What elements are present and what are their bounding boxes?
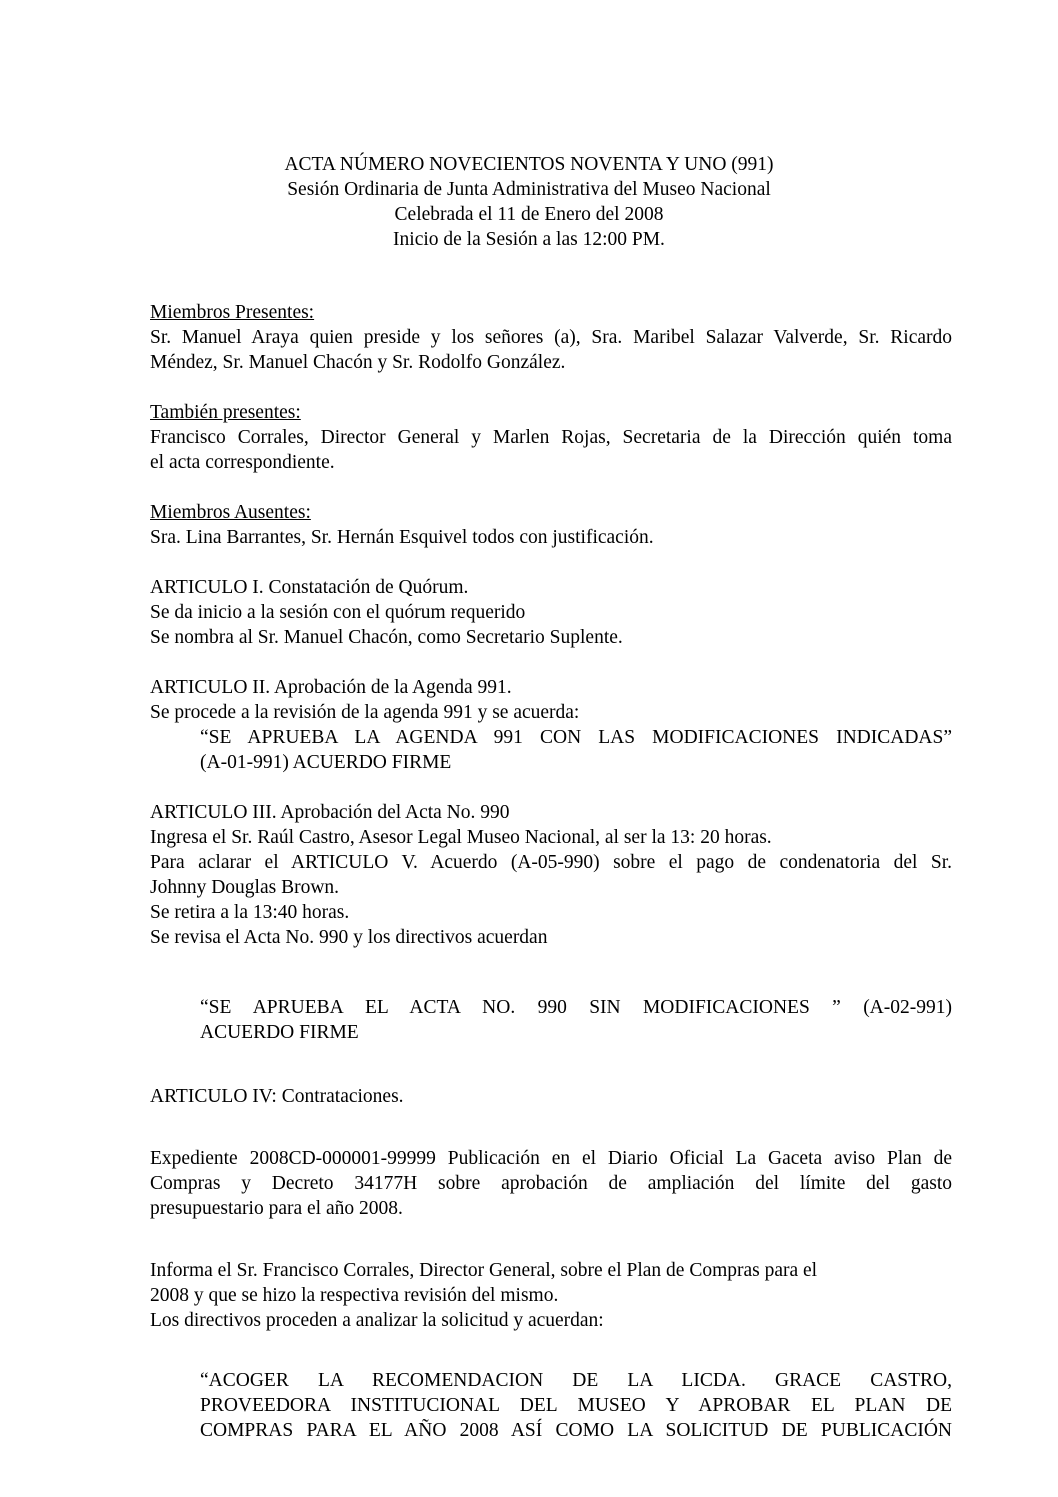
- articulo-4-agreement: COMPRAS PARA EL AÑO 2008 ASÍ COMO LA SOLICITUD DE PUBLICACIÓN: [200, 1420, 952, 1441]
- miembros-presentes-line: Méndez, Sr. Manuel Chacón y Sr. Rodolfo González.: [150, 352, 566, 373]
- tambien-presentes-heading: También presentes:: [150, 402, 301, 423]
- articulo-4-informe-line: 2008 y que se hizo la respectiva revisión del mismo.: [150, 1285, 559, 1306]
- articulo-4-expediente-line: Compras y Decreto 34177H sobre aprobación de ampliación del límite del gasto: [150, 1173, 952, 1194]
- miembros-ausentes-heading: Miembros Ausentes:: [150, 502, 311, 523]
- session-date: Celebrada el 11 de Enero del 2008: [394, 204, 664, 225]
- document-body: [150, 300, 952, 1443]
- articulo-1-line: Se nombra al Sr. Manuel Chacón, como Secretario Suplente.: [150, 627, 623, 648]
- session-start-time: Inicio de la Sesión a las 12:00 PM.: [393, 229, 665, 250]
- articulo-1-line: Se da inicio a la sesión con el quórum requerido: [150, 602, 526, 623]
- acta-title: ACTA NÚMERO NOVECIENTOS NOVENTA Y UNO (991): [284, 154, 774, 175]
- tambien-presentes-line: Francisco Corrales, Director General y Marlen Rojas, Secretaria de la Dirección quién toma: [150, 427, 952, 448]
- articulo-4-agreement: “ACOGER LA RECOMENDACION DE LA LICDA. GRACE CASTRO,: [200, 1370, 952, 1391]
- articulo-2-agreement: “SE APRUEBA LA AGENDA 991 CON LAS MODIFICACIONES INDICADAS”: [200, 727, 952, 748]
- articulo-1-heading: ARTICULO I. Constatación de Quórum.: [150, 577, 469, 598]
- articulo-4-expediente-line: presupuestario para el año 2008.: [150, 1198, 403, 1219]
- session-type: Sesión Ordinaria de Junta Administrativa del Museo Nacional: [287, 179, 771, 200]
- miembros-presentes-line: Sr. Manuel Araya quien preside y los señores (a), Sra. Maribel Salazar Valverde, Sr. Ricardo: [150, 327, 952, 348]
- articulo-4-agreement: PROVEEDORA INSTITUCIONAL DEL MUSEO Y APROBAR EL PLAN DE: [200, 1395, 952, 1416]
- articulo-3-line: Se retira a la 13:40 horas.: [150, 902, 350, 923]
- articulo-2-heading: ARTICULO II. Aprobación de la Agenda 991.: [150, 677, 512, 698]
- articulo-3-line: Johnny Douglas Brown.: [150, 877, 340, 898]
- articulo-3-line: Para aclarar el ARTICULO V. Acuerdo (A-05-990) sobre el pago de condenatoria del Sr.: [150, 852, 952, 873]
- articulo-4-expediente-line: Expediente 2008CD-000001-99999 Publicación en el Diario Oficial La Gaceta aviso Plan de: [150, 1148, 952, 1169]
- articulo-3-heading: ARTICULO III. Aprobación del Acta No. 990: [150, 802, 510, 823]
- articulo-2-agreement: (A-01-991) ACUERDO FIRME: [200, 752, 452, 773]
- articulo-4-informe-line: Los directivos proceden a analizar la solicitud y acuerdan:: [150, 1310, 604, 1331]
- miembros-ausentes-line: Sra. Lina Barrantes, Sr. Hernán Esquivel todos con justificación.: [150, 527, 654, 548]
- document-header: [0, 152, 1058, 252]
- articulo-2-line: Se procede a la revisión de la agenda 991 y se acuerda:: [150, 702, 580, 723]
- articulo-3-line: Ingresa el Sr. Raúl Castro, Asesor Legal Museo Nacional, al ser la 13: 20 horas.: [150, 827, 772, 848]
- articulo-3-line: Se revisa el Acta No. 990 y los directivos acuerdan: [150, 927, 548, 948]
- articulo-3-agreement: “SE APRUEBA EL ACTA NO. 990 SIN MODIFICACIONES ” (A-02-991): [200, 997, 952, 1018]
- miembros-presentes-heading: Miembros Presentes:: [150, 302, 315, 323]
- articulo-3-agreement: ACUERDO FIRME: [200, 1022, 359, 1043]
- articulo-4-informe-line: Informa el Sr. Francisco Corrales, Director General, sobre el Plan de Compras para el: [150, 1260, 818, 1281]
- articulo-4-heading: ARTICULO IV: Contrataciones.: [150, 1086, 404, 1107]
- tambien-presentes-line: el acta correspondiente.: [150, 452, 335, 473]
